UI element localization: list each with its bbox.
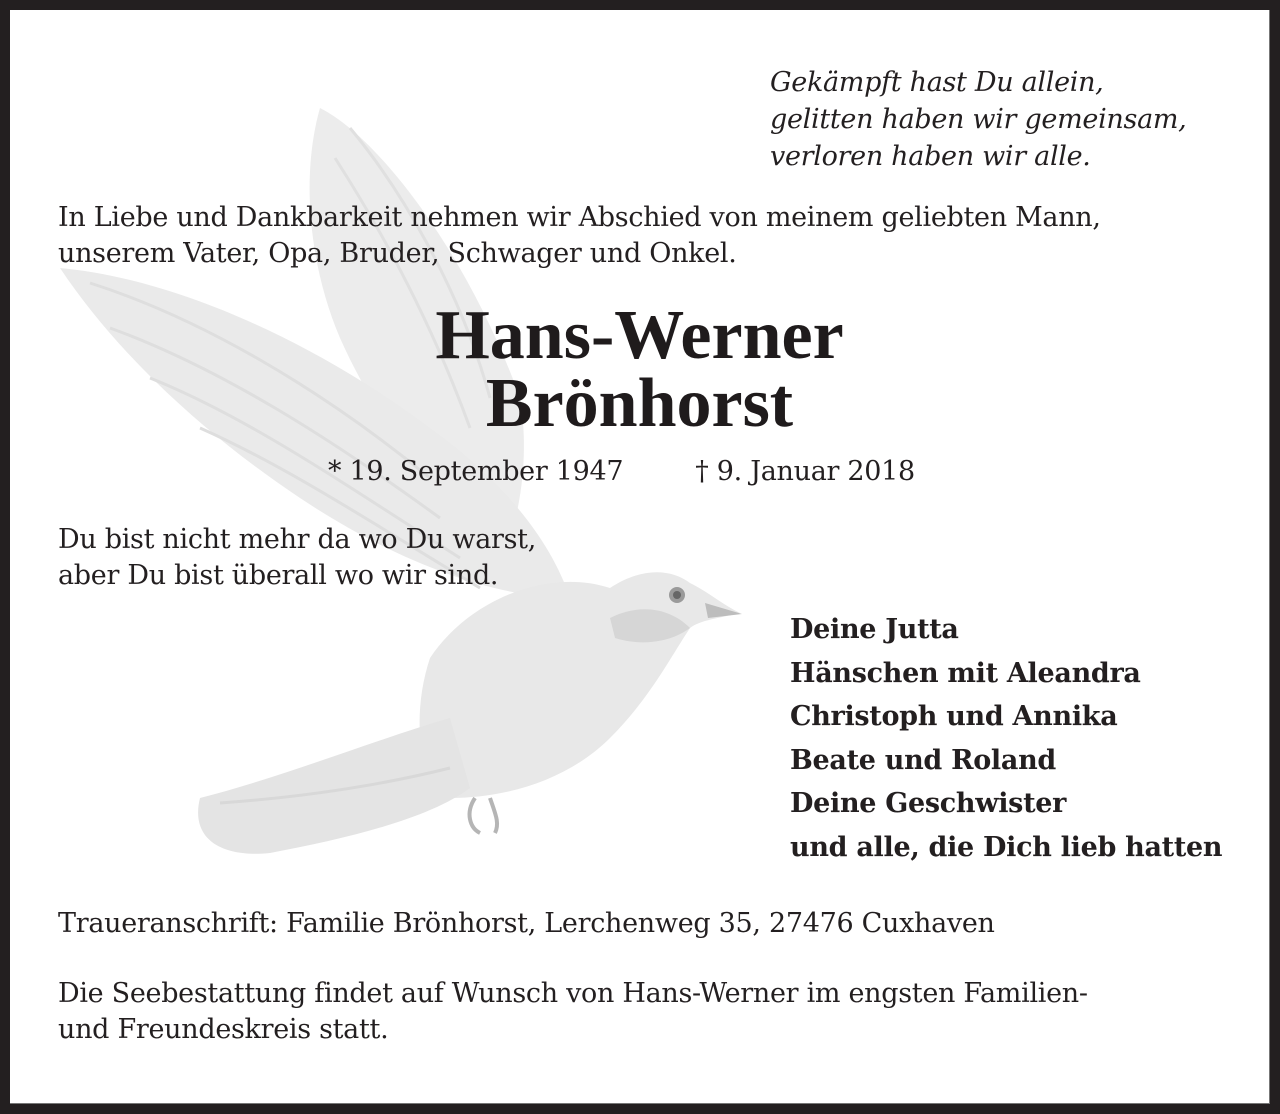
- burial-line: und Freundeskreis statt.: [58, 1014, 389, 1045]
- mourner: Deine Jutta: [790, 614, 959, 645]
- quote-line: Gekämpft hast Du allein,: [770, 67, 1104, 98]
- last-name: Brönhorst: [485, 365, 794, 442]
- intro-line: In Liebe und Dankbarkeit nehmen wir Abschied von meinem geliebten Mann,: [58, 202, 1101, 233]
- verse: [58, 522, 536, 594]
- burial-line: Die Seebestattung findet auf Wunsch von Hans-Werner im engsten Familien-: [58, 978, 1088, 1009]
- intro-line: unserem Vater, Opa, Bruder, Schwager und Onkel.: [58, 238, 737, 269]
- quote-line: verloren haben wir alle.: [770, 141, 1091, 172]
- mourner: Beate und Roland: [790, 744, 1056, 776]
- mourner: Christoph und Annika: [790, 701, 1118, 733]
- obituary-notice: [10, 10, 1270, 1104]
- opening-quote: [770, 64, 1186, 175]
- burial-info: [58, 976, 1088, 1048]
- mourner: Hänschen mit Aleandra: [790, 657, 1141, 689]
- life-dates: [328, 454, 915, 490]
- verse-line: aber Du bist überall wo wir sind.: [58, 560, 499, 591]
- quote-line: gelitten haben wir gemeinsam,: [770, 104, 1187, 135]
- mourner: und alle, die Dich lieb hatten: [790, 831, 1223, 863]
- intro-text: [58, 200, 1101, 272]
- birth-date: * 19. September 1947: [328, 456, 624, 487]
- death-date: † 9. Januar 2018: [695, 456, 915, 487]
- deceased-name: [10, 297, 1269, 442]
- verse-line: Du bist nicht mehr da wo Du warst,: [58, 524, 536, 555]
- mourners-list: [790, 608, 1222, 870]
- mourner: Deine Geschwister: [790, 788, 1067, 820]
- first-name: Hans-Werner: [435, 297, 844, 374]
- mourning-address: Traueranschrift: Familie Brönhorst, Lerchenweg 35, 27476 Cuxhaven: [58, 908, 995, 939]
